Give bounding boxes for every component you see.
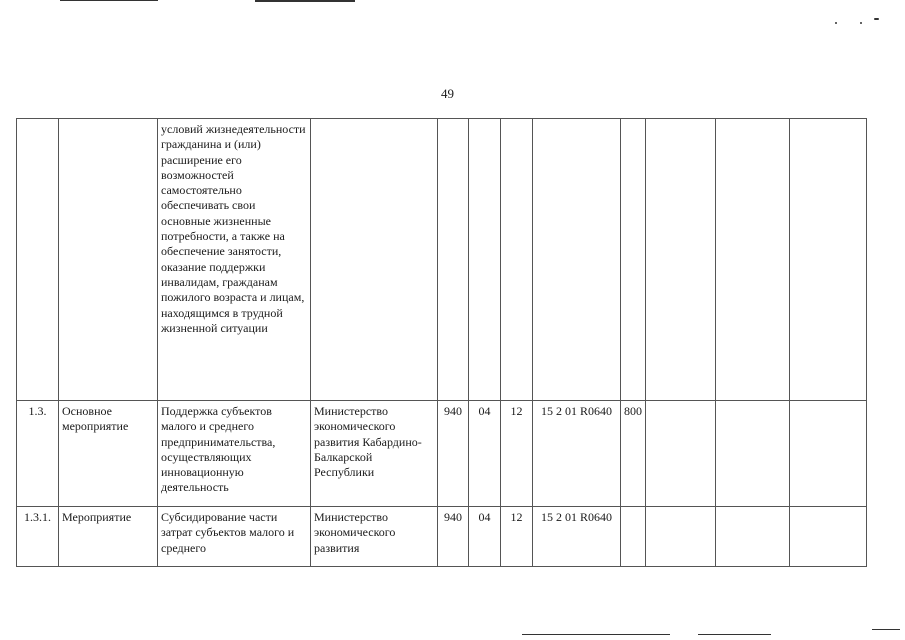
- scan-line-top-left: [60, 0, 158, 1]
- scan-line-bottom-2: [698, 634, 771, 635]
- cell-grbs: [438, 119, 469, 401]
- cell-executor: Министерство экономического развития Кабардино-Балкарской Республики: [311, 401, 438, 507]
- cell-csr: 15 2 01 R0640: [533, 507, 621, 567]
- cell-value-3: [790, 119, 867, 401]
- page-number: 49: [441, 86, 454, 101]
- cell-vr: 800: [621, 401, 646, 507]
- cell-value-3: [790, 507, 867, 567]
- scan-dot: [860, 22, 862, 24]
- cell-executor: [311, 119, 438, 401]
- scan-dot: [874, 18, 879, 20]
- cell-value-1: [646, 401, 716, 507]
- cell-grbs: 940: [438, 401, 469, 507]
- cell-executor: Министерство экономического развития: [311, 507, 438, 567]
- cell-num: 1.3.1.: [17, 507, 59, 567]
- cell-csr: [533, 119, 621, 401]
- cell-rz: [469, 119, 501, 401]
- cell-pr: 12: [501, 507, 533, 567]
- cell-name: условий жизнедеятельности гражданина и (или) расширение его возможностей самостоятельно обеспечивать свои основные жизненные потребности, а также на обеспечение занятости, оказание поддержки инвалидам, гражданам пожилого возраста и лицам, находящимся в трудной жизненной ситуации: [158, 119, 311, 401]
- cell-rz: 04: [469, 507, 501, 567]
- cell-num: 1.3.: [17, 401, 59, 507]
- cell-value-2: [716, 507, 790, 567]
- cell-type: Основное мероприятие: [59, 401, 158, 507]
- cell-vr: [621, 119, 646, 401]
- cell-type: Мероприятие: [59, 507, 158, 567]
- cell-value-1: [646, 119, 716, 401]
- cell-value-2: [716, 401, 790, 507]
- cell-num: [17, 119, 59, 401]
- cell-vr: [621, 507, 646, 567]
- cell-value-3: [790, 401, 867, 507]
- cell-pr: 12: [501, 401, 533, 507]
- table-row: [17, 119, 867, 401]
- cell-csr: 15 2 01 R0640: [533, 401, 621, 507]
- scan-line-top-mid: [255, 0, 355, 2]
- cell-value-1: [646, 507, 716, 567]
- cell-name: Субсидирование части затрат субъектов малого и среднего: [158, 507, 311, 567]
- scan-dot: [835, 22, 837, 24]
- cell-rz: 04: [469, 401, 501, 507]
- scan-line-bottom-1: [522, 634, 670, 635]
- budget-table: [16, 118, 867, 567]
- scan-line-bottom-3: [872, 629, 900, 630]
- cell-name: Поддержка субъектов малого и среднего предпринимательства, осуществляющих инновационную деятельность: [158, 401, 311, 507]
- cell-value-2: [716, 119, 790, 401]
- cell-pr: [501, 119, 533, 401]
- table-row: [17, 507, 867, 567]
- cell-type: [59, 119, 158, 401]
- cell-grbs: 940: [438, 507, 469, 567]
- table-row: [17, 401, 867, 507]
